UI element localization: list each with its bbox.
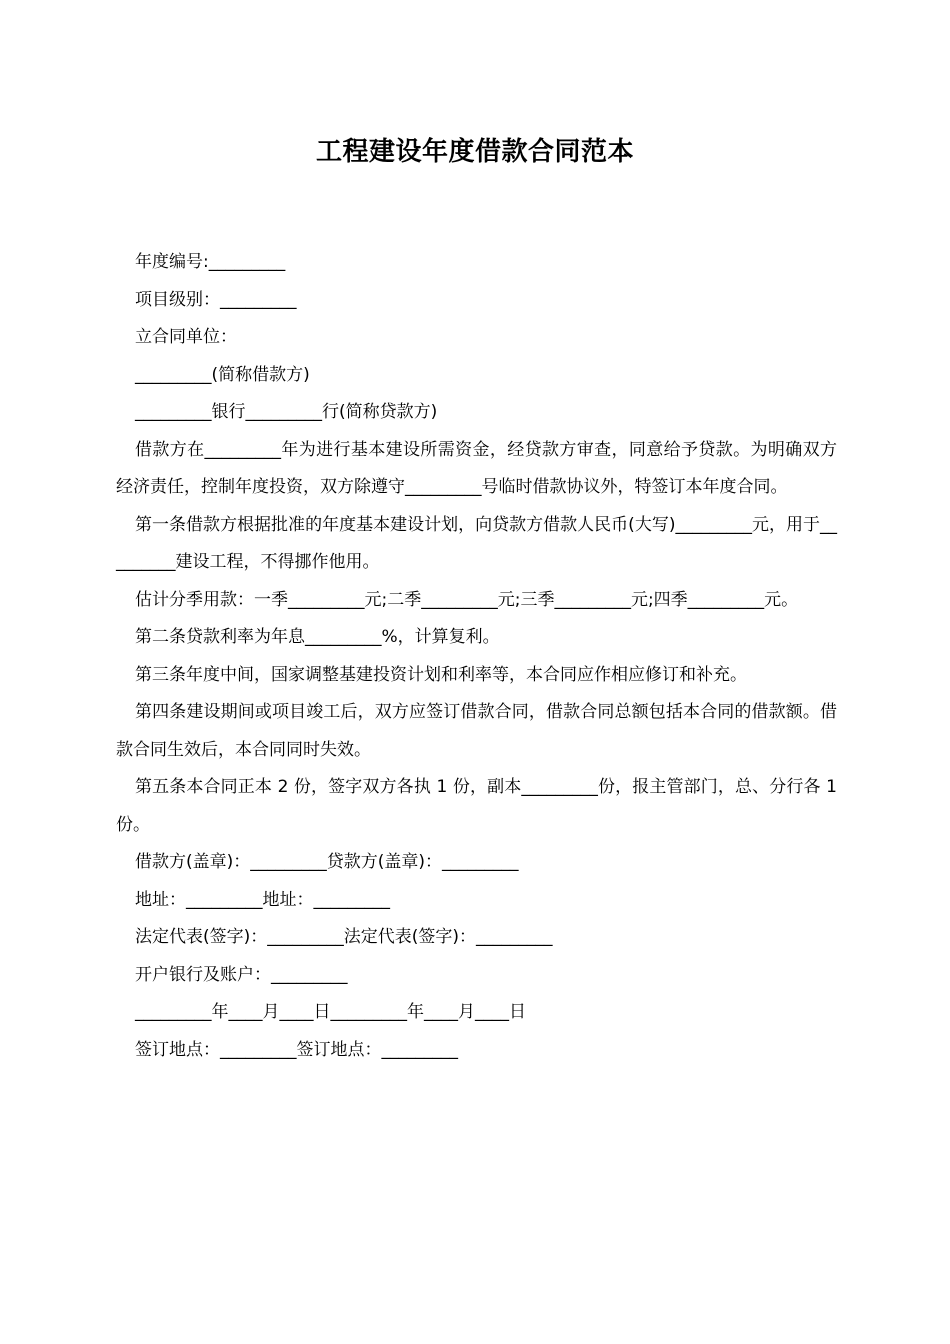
- paragraph-bank-account: 开户银行及账户：_________: [135, 964, 348, 985]
- paragraph-article-3: 第三条年度中间，国家调整基建投资计划和利率等，本合同应作相应修订和补充。: [135, 664, 747, 685]
- paragraph-addresses: 地址：_________地址：_________: [135, 889, 390, 910]
- paragraph-article-5: 第五条本合同正本 2 份，签字双方各执 1 份，副本_________份，报主管部门，总、分行各 1 份。: [116, 777, 837, 835]
- paragraph-signing-place: 签订地点：_________签订地点：_________: [135, 1039, 458, 1060]
- paragraph-quarterly-usage: 估计分季用款：一季_________元;二季_________元;三季_________元;四季_________元。: [135, 589, 799, 610]
- paragraph-annual-number: 年度编号:_________: [135, 252, 286, 272]
- paragraph-article-2: 第二条贷款利率为年息_________%，计算复利。: [135, 627, 500, 647]
- paragraph-article-1: 第一条借款方根据批准的年度基本建设计划，向贷款方借款人民币(大写)_________元，用于_________建设工程，不得挪作他用。: [116, 514, 837, 572]
- paragraph-seals: 借款方(盖章)：_________贷款方(盖章)：_________: [135, 852, 519, 872]
- paragraph-dates: _________年____月____日_________年____月____日: [135, 1002, 526, 1022]
- document-title: 工程建设年度借款合同范本: [315, 137, 634, 167]
- paragraph-contracting-parties: 立合同单位：: [135, 327, 237, 347]
- paragraph-lender-line: _________银行_________行(简称贷款方): [135, 402, 438, 422]
- paragraph-preamble: 借款方在_________年为进行基本建设所需资金，经贷款方审查，同意给予贷款。为明确双方经济责任，控制年度投资，双方除遵守_________号临时借款协议外，特签订本年度合同。: [116, 439, 837, 497]
- paragraph-article-4: 第四条建设期间或项目竣工后，双方应签订借款合同，借款合同总额包括本合同的借款额。借款合同生效后，本合同同时失效。: [116, 702, 837, 760]
- paragraph-legal-representatives: 法定代表(签字)：_________法定代表(签字)：_________: [135, 927, 553, 947]
- paragraph-borrower-line: _________(简称借款方): [135, 364, 310, 385]
- document-body: [116, 244, 837, 1069]
- paragraph-project-level: 项目级别：_________: [135, 289, 297, 310]
